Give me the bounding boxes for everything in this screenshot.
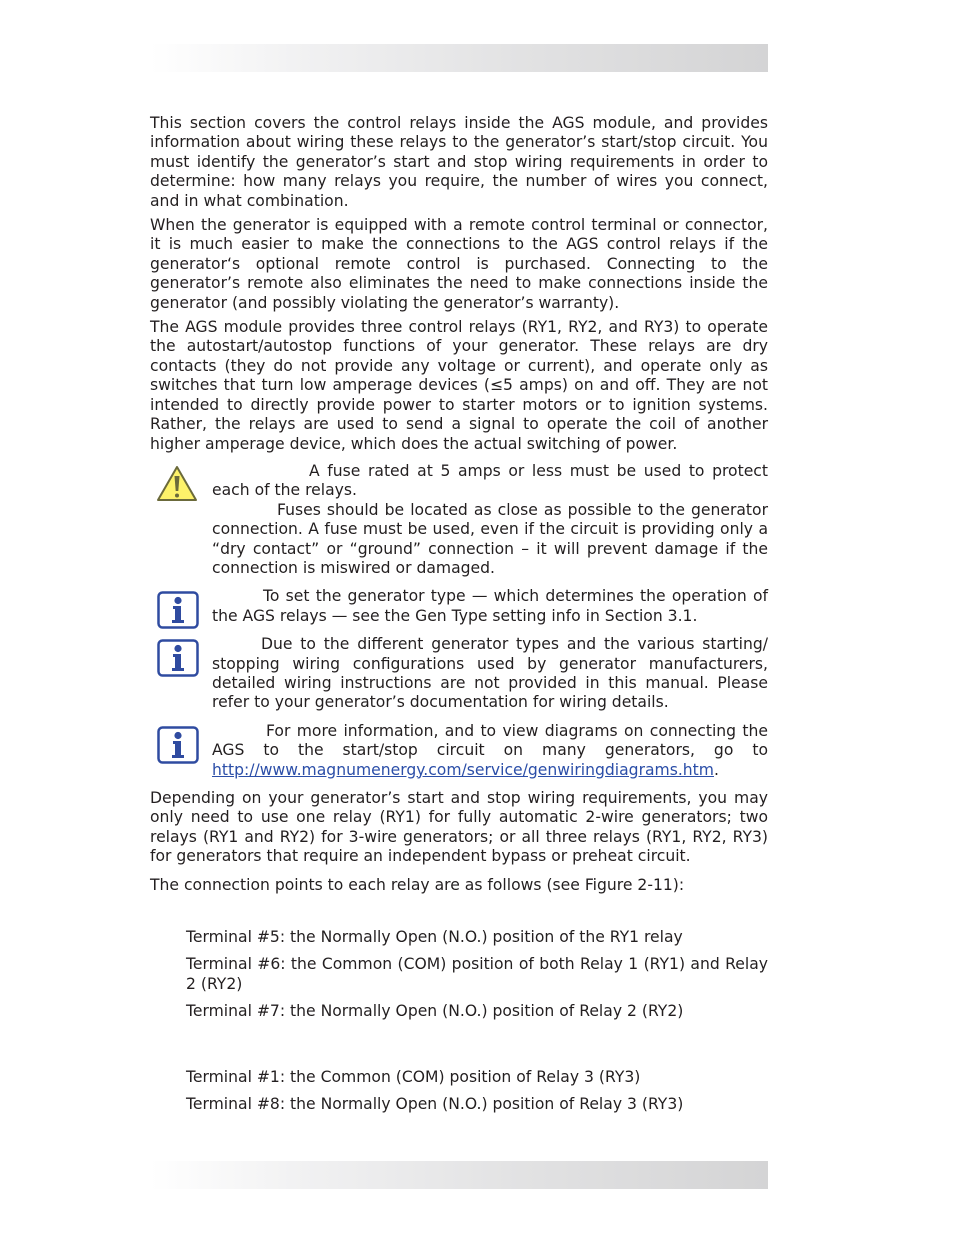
terminal-1-item: Terminal #1: the Common (COM) position of Relay 3 (RY3) xyxy=(186,1067,641,1086)
terminal-5-item: Terminal #5: the Normally Open (N.O.) position of the RY1 relay xyxy=(186,928,683,947)
info-text-wiring: Due to the different generator types and the various starting/ stopping wiring configurations used by generator manufacturers, detailed wiring instructions are not provided in this manual. Please refer to your generator’s documentation for wiring details. xyxy=(212,635,768,712)
info-text-diagrams-end: . xyxy=(714,760,719,779)
paragraph-relay-usage: Depending on your generator’s start and stop wiring requirements, you may only need to use one relay (RY1) for fully automatic 2-wire generators; two relays (RY1 and RY2) for 3-wire generators; or all three relays (RY1, RY2, RY3) for generators that require an independent bypass or preheat circuit. xyxy=(150,789,768,866)
wiring-diagrams-link[interactable]: http://www.magnumenergy.com/service/genwiringdiagrams.htm xyxy=(212,760,714,779)
info-icon xyxy=(157,726,199,769)
paragraph-connection-points: The connection points to each relay are as follows (see Figure 2-11): xyxy=(150,875,685,894)
header-bar xyxy=(150,44,768,72)
terminal-6-item: Terminal #6: the Common (COM) position of both Relay 1 (RY1) and Relay 2 (RY2) xyxy=(186,955,768,993)
terminal-8-item: Terminal #8: the Normally Open (N.O.) position of Relay 3 (RY3) xyxy=(186,1095,684,1114)
info-icon xyxy=(157,591,199,634)
caution-text-1: A fuse rated at 5 amps or less must be used to protect each of the relays. xyxy=(212,461,768,500)
paragraph-intro: This section covers the control relays inside the AGS module, and provides information about wiring these relays to the generator’s start/stop circuit. You must identify the generator’s start and stop wiring requirements in order to determine: how many relays you require, the number of wires you connect, and in what combination. xyxy=(150,114,768,210)
caution-triangle-icon xyxy=(155,464,199,509)
paragraph-relays: The AGS module provides three control relays (RY1, RY2, and RY3) to operate the autostart/autostop functions of your generator. These relays are dry contacts (they do not provide any voltage or current), and operate only as switches that turn low amperage devices (≤5 amps) on and off. They are not intended to directly provide power to starter motors or to ignition systems. Rather, the relays are used to send a signal to operate the coil of another higher amperage device, which does the actual switching of power. xyxy=(150,318,768,453)
terminal-7-item: Terminal #7: the Normally Open (N.O.) position of Relay 2 (RY2) xyxy=(186,1002,684,1021)
caution-text xyxy=(212,462,768,578)
page-content xyxy=(150,114,768,1122)
info-note-wiring xyxy=(150,635,768,713)
paragraph-remote: When the generator is equipped with a remote control terminal or connector, it is much easier to make the connections to the AGS control relays if the generator‘s optional remote control is purchased. Connecting to the generator’s remote also eliminates the need to make connections inside the generator (and possibly violating the generator’s warranty). xyxy=(150,216,768,312)
footer-bar xyxy=(150,1161,768,1189)
info-note-diagrams xyxy=(150,722,768,780)
info-text-diagrams: For more information, and to view diagrams on connecting the AGS to the start/stop circuit on many generators, go to xyxy=(212,721,768,760)
info-text-gen-type: To set the generator type — which determines the operation of the AGS relays — see the Gen Type setting info in Section 3.1. xyxy=(212,587,768,625)
info-note-gen-type xyxy=(150,587,768,626)
caution-text-2: Fuses should be located as close as possible to the generator connection. A fuse must be used, even if the circuit is providing only a “dry contact” or “ground” connection – it will prevent damage if the connection is miswired or damaged. xyxy=(212,500,768,577)
caution-note xyxy=(150,462,768,578)
info-icon xyxy=(157,639,199,682)
